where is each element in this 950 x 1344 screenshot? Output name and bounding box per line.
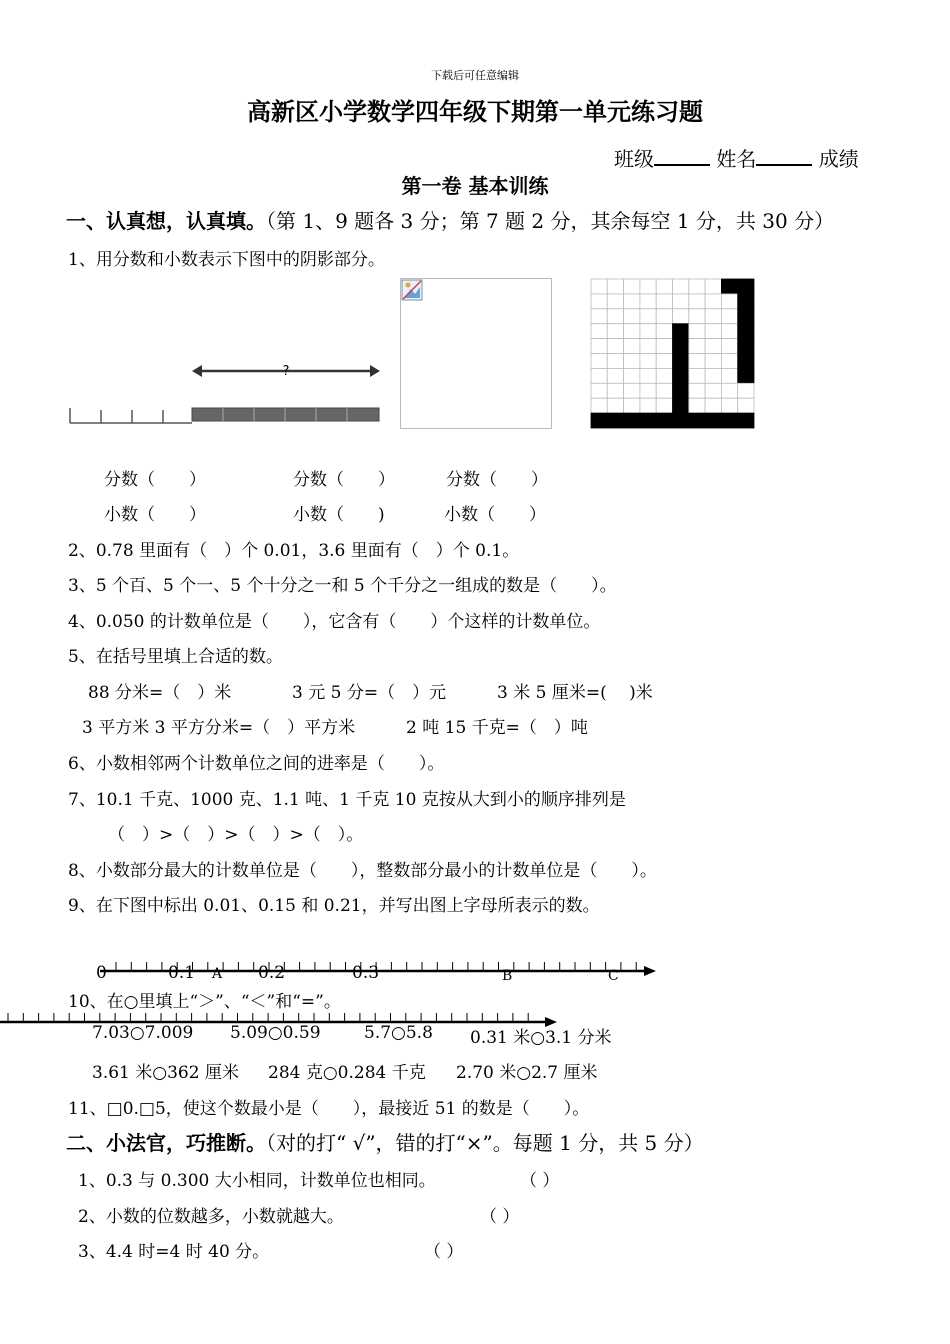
q5-item-3: 3 米 5 厘米=( )米 [497,683,653,703]
grid-cell [656,294,672,309]
q5-item-4: 3 平方米 3 平方分米=（ ）平方米 [82,718,356,738]
q7-order: （ ）>（ ）>（ ）>（ ）。 [108,825,364,845]
volume-title: 第一卷 基本训练 [401,174,549,198]
grid-cell-shaded [656,413,672,428]
numline-label-0: 0 [96,963,107,983]
grid-cell-shaded [673,324,689,339]
grid-cell [591,279,607,294]
class-blank[interactable] [654,146,710,166]
grid-cell [591,339,607,354]
grid-cell [656,339,672,354]
q1-decimal-1[interactable]: 小数（ ） [104,505,206,525]
grid-cell [624,294,640,309]
q1-fraction-3[interactable]: 分数（ ） [446,470,548,490]
grid-cell [673,309,689,324]
grid-cell [607,368,623,383]
grid-cell-shaded [624,413,640,428]
grid-cell [656,368,672,383]
broken-image-icon [401,279,423,301]
q10-item-5: 3.61 米○362 厘米 [92,1063,239,1083]
grid-cell-shaded [640,413,656,428]
ruler-question-mark: ? [282,364,290,379]
q8-text: 8、小数部分最大的计数单位是（ ），整数部分最小的计数单位是（ ）。 [68,861,657,881]
grid-cell [624,368,640,383]
square-figure [400,278,552,429]
section1-note: （第 1、9 题各 3 分；第 7 题 2 分，其余每空 1 分，共 30 分） [266,209,835,233]
grid-cell-shaded [738,309,754,324]
grid-cell [624,309,640,324]
q5-text: 5、在括号里填上合适的数。 [68,647,283,667]
judge-mark-3[interactable]: （ ） [424,1242,464,1262]
grid-cell [705,309,721,324]
grid-cell [656,309,672,324]
q10-text: 10、在○里填上“＞”、“＜”和“=”。 [68,992,341,1012]
q10-item-7: 2.70 米○2.7 厘米 [456,1063,598,1083]
grid-cell [624,324,640,339]
grid-cell-shaded [673,383,689,398]
grid-cell [689,383,705,398]
q4-text: 4、0.050 的计数单位是（ ），它含有（ ）个这样的计数单位。 [68,612,601,632]
q9-text: 9、在下图中标出 0.01、0.15 和 0.21，并写出图上字母所表示的数。 [68,896,600,916]
numline-label-a: A [212,966,223,982]
grid-figure [591,279,754,428]
grid-cell [721,324,737,339]
grid-cell [705,383,721,398]
header-note: 下载后可任意编辑 [431,69,519,82]
grid-cell [689,324,705,339]
grid-cell [656,398,672,413]
q5-item-5: 2 吨 15 千克=（ ）吨 [406,718,588,738]
grid-cell [689,368,705,383]
grid-cell [721,294,737,309]
grid-cell [640,279,656,294]
grid-cell [738,398,754,413]
ruler-figure [68,360,382,430]
grid-cell [721,398,737,413]
grid-cell-shaded [673,354,689,369]
grid-cell [738,383,754,398]
numline-label-c: C [608,968,619,984]
grid-cell [640,354,656,369]
grid-cell-shaded [673,413,689,428]
section2-title: 二、小法官，巧推断。 [66,1131,266,1155]
grid-cell [705,354,721,369]
grid-cell [591,383,607,398]
numline-label-0-3: 0.3 [352,963,380,983]
grid-cell [640,339,656,354]
q5-item-2: 3 元 5 分=（ ）元 [292,683,447,703]
grid-cell-shaded [673,398,689,413]
grid-cell [656,324,672,339]
grid-cell [705,398,721,413]
class-label: 班级 [614,147,654,171]
grid-cell [705,324,721,339]
grid-cell [607,354,623,369]
grid-cell-shaded [738,279,754,294]
grid-cell [689,339,705,354]
grid-cell-shaded [673,368,689,383]
q1-decimal-3[interactable]: 小数（ ） [444,505,546,525]
grid-cell [640,368,656,383]
grid-cell [689,309,705,324]
number-line-arrow [644,966,656,976]
grid-cell [607,339,623,354]
grid-cell [607,398,623,413]
name-label: 姓名 [716,147,757,171]
grid-cell-shaded [705,413,721,428]
grid-cell [624,354,640,369]
q1-fraction-1[interactable]: 分数（ ） [104,470,206,490]
grid-cell [689,279,705,294]
grid-cell [689,354,705,369]
grid-cell-shaded [738,324,754,339]
numline-label-b: B [502,968,513,984]
grid-cell-shaded [607,413,623,428]
grid-cell [705,339,721,354]
q2-text: 2、0.78 里面有（ ）个 0.01，3.6 里面有（ ）个 0.1。 [68,541,520,561]
q10-item-2: 5.09○0.59 [230,1023,321,1043]
grid-cell [607,309,623,324]
numline-label-0-1: 0.1 [168,963,196,983]
grid-cell [656,383,672,398]
number-line-1 [0,950,950,990]
numline-label-0-2: 0.2 [258,963,286,983]
grid-cell [624,398,640,413]
grid-cell [705,294,721,309]
q10-item-1: 7.03○7.009 [92,1023,194,1043]
q1-text: 1、用分数和小数表示下图中的阴影部分。 [68,250,385,270]
q6-text: 6、小数相邻两个计数单位之间的进率是（ ）。 [68,754,445,774]
grid-cell [721,383,737,398]
grid-cell [624,279,640,294]
grid-cell [721,354,737,369]
score-label: 成绩 [818,147,859,171]
grid-cell [607,324,623,339]
grid-cell [607,383,623,398]
grid-cell [591,324,607,339]
section1-heading [66,205,834,234]
grid-cell-shaded [738,354,754,369]
section1-title: 一、认真想，认真填。 [66,209,266,233]
grid-cell [640,294,656,309]
grid-cell-shaded [721,279,737,294]
judge-mark-1[interactable]: （ ） [520,1171,560,1191]
q5-item-1: 88 分米=（ ）米 [88,683,232,703]
grid-cell [721,339,737,354]
grid-cell-shaded [738,294,754,309]
q1-fraction-2[interactable]: 分数（ ） [293,470,395,490]
grid-cell [640,398,656,413]
grid-cell-shaded [738,339,754,354]
judge-item-3: 3、4.4 时=4 时 40 分。 [78,1242,270,1262]
section2-heading [66,1127,704,1156]
q1-decimal-2[interactable]: 小数（ ) [293,505,385,525]
grid-cell [607,279,623,294]
grid-cell [591,368,607,383]
grid-cell [591,294,607,309]
grid-cell-shaded [738,368,754,383]
q10-item-3: 5.7○5.8 [364,1023,433,1043]
grid-cell [591,309,607,324]
grid-cell [673,279,689,294]
grid-cell [689,294,705,309]
q10-item-6: 284 克○0.284 千克 [268,1063,426,1083]
grid-cell [624,383,640,398]
q7-text: 7、10.1 千克、1000 克、1.1 吨、1 千克 10 克按从大到小的顺序排列是 [68,790,626,810]
grid-cell [673,294,689,309]
judge-mark-2[interactable]: （ ） [480,1207,520,1227]
section2-note: （对的打“ √”，错的打“×”。每题 1 分，共 5 分） [266,1131,704,1155]
grid-cell [705,368,721,383]
grid-cell-shaded [721,413,737,428]
grid-cell [640,383,656,398]
grid-cell-shaded [673,339,689,354]
grid-cell [705,279,721,294]
grid-cell-shaded [591,413,607,428]
grid-cell [607,294,623,309]
grid-cell [721,309,737,324]
grid-cell [721,368,737,383]
grid-cell [624,339,640,354]
q10-item-4: 0.31 米○3.1 分米 [470,1028,612,1048]
grid-cell [640,309,656,324]
grid-cell [656,279,672,294]
page-title: 高新区小学数学四年级下期第一单元练习题 [247,97,703,126]
grid-cell [689,398,705,413]
q11-text: 11、□0.□5，使这个数最小是（ ），最接近 51 的数是（ ）。 [68,1099,590,1119]
grid-cell [640,324,656,339]
student-info [614,143,859,172]
judge-item-2: 2、小数的位数越多，小数就越大。 [78,1207,344,1227]
judge-item-1: 1、0.3 与 0.300 大小相同，计数单位也相同。 [78,1171,436,1191]
grid-cell [591,354,607,369]
name-blank[interactable] [756,146,812,166]
grid-cell-shaded [738,413,754,428]
grid-cell [656,354,672,369]
grid-cell [591,398,607,413]
grid-cell-shaded [689,413,705,428]
q3-text: 3、5 个百、5 个一、5 个十分之一和 5 个千分之一组成的数是（ ）。 [68,576,617,596]
